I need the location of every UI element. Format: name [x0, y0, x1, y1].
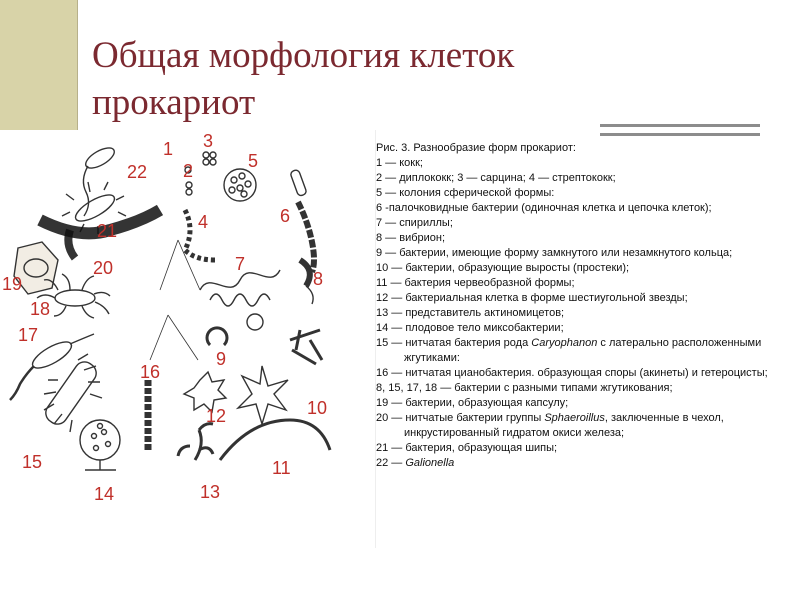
caption-line-18: 21 — бактерия, образующая шипы; — [376, 442, 558, 454]
label-1: 1 — [163, 139, 174, 159]
caption-line-19-a: 22 — — [376, 457, 406, 469]
slide-title — [92, 32, 692, 126]
galionella-cell — [83, 144, 118, 172]
label-5: 5 — [248, 151, 259, 171]
label-6: 6 — [280, 206, 291, 226]
flagellum — [70, 334, 94, 344]
label-3: 3 — [203, 131, 214, 151]
decorative-rule-bottom — [600, 133, 760, 136]
label-13: 13 — [200, 482, 221, 502]
label-15: 15 — [22, 452, 43, 472]
caption-line-2: 2 — диплококк; 3 — сарцина; 4 — стрептококк; — [376, 172, 616, 184]
spirillum — [210, 294, 270, 306]
label-19: 19 — [2, 274, 23, 294]
slide-title-line-1: Общая морфология клеток — [92, 35, 515, 76]
label-11: 11 — [272, 458, 291, 478]
caption-line-3: 5 — колония сферической формы: — [376, 187, 555, 199]
caption-line-13 — [376, 336, 786, 366]
caption-line-19-italic: Galionella — [405, 457, 455, 469]
left-accent-bar — [0, 0, 77, 130]
caption-line-11: 13 — представитель актиномицетов; — [376, 307, 565, 319]
polar-flagellum — [10, 366, 34, 400]
caption-line-1: 1 — кокк; — [376, 157, 423, 169]
caption-line-15: 8, 15, 17, 18 — бактерии с разными типами жгутикования; — [376, 382, 673, 394]
caption-line-17-b: , заключенные в чехол, инкрустированный гидратом окиси железа; — [404, 412, 724, 439]
label-18: 18 — [30, 299, 51, 319]
label-7: 7 — [235, 254, 246, 274]
rod-bacterium — [290, 169, 307, 197]
label-21: 21 — [97, 221, 118, 241]
caption-line-9: 11 — бактерия червеобразной формы; — [376, 277, 575, 289]
slide-title-line-2: прокариот — [92, 82, 256, 123]
caption-line-5: 7 — спириллы; — [376, 217, 453, 229]
label-17: 17 — [18, 325, 39, 345]
vibrio — [300, 260, 310, 286]
morphology-illustration — [0, 130, 375, 548]
prosthecate-bacterium — [290, 330, 322, 364]
decorative-rule-top — [600, 124, 760, 127]
label-22: 22 — [127, 162, 148, 182]
caption-line-14: 16 — нитчатая цианобактерия. образующая споры (акинеты) и гетероцисты; — [376, 367, 768, 379]
label-4: 4 — [198, 212, 209, 232]
prokaryote-morphology-figure — [0, 130, 376, 548]
label-8: 8 — [313, 269, 324, 289]
label-14: 14 — [94, 484, 115, 504]
peritrichous-bacterium — [55, 290, 95, 306]
accent-bar-edge — [77, 0, 78, 130]
caption-line-6: 8 — вибрион; — [376, 232, 446, 244]
caption-line-12: 14 — плодовое тело миксобактерии; — [376, 322, 564, 334]
actinomycete — [178, 424, 213, 460]
caption-line-13-italic: Caryophanon — [531, 337, 598, 349]
caption-line-19 — [376, 456, 786, 471]
caption-line-8: 10 — бактерии, образующие выросты (простеки); — [376, 262, 630, 274]
label-16: 16 — [140, 362, 161, 382]
label-2: 2 — [183, 161, 194, 181]
caption-line-17 — [376, 411, 786, 441]
caption-line-10: 12 — бактериальная клетка в форме шестиугольной звезды; — [376, 292, 688, 304]
hexagonal-star-bacterium — [238, 366, 288, 424]
caption-head: Рис. 3. Разнообразие форм прокариот: — [376, 142, 576, 154]
ring-bacterium — [247, 314, 263, 330]
fruiting-body-head — [80, 420, 120, 460]
open-ring-bacterium — [207, 328, 227, 345]
caption-line-13-b: с латерально расположенными жгутиками: — [404, 337, 762, 364]
galionella-stalk — [83, 166, 88, 216]
caption-line-13-a: 15 — нитчатая бактерия рода — [376, 337, 532, 349]
caption-line-17-a: 20 — нитчатые бактерии группы — [376, 412, 545, 424]
caption-line-4: 6 -палочковидные бактерии (одиночная клетка и цепочка клеток); — [376, 202, 712, 214]
label-10: 10 — [307, 398, 328, 418]
caption-line-7: 9 — бактерии, имеющие форму замкнутого или незамкнутого кольца; — [376, 247, 733, 259]
figure-caption — [376, 141, 786, 471]
label-9: 9 — [216, 349, 227, 369]
fruiting-body-stalk — [85, 460, 116, 470]
caption-line-17-italic: Sphaeroillus — [544, 412, 605, 424]
caption-line-16: 19 — бактерии, образующая капсулу; — [376, 397, 569, 409]
worm-bacterium — [220, 420, 330, 460]
label-20: 20 — [93, 258, 114, 278]
label-12: 12 — [206, 406, 227, 426]
